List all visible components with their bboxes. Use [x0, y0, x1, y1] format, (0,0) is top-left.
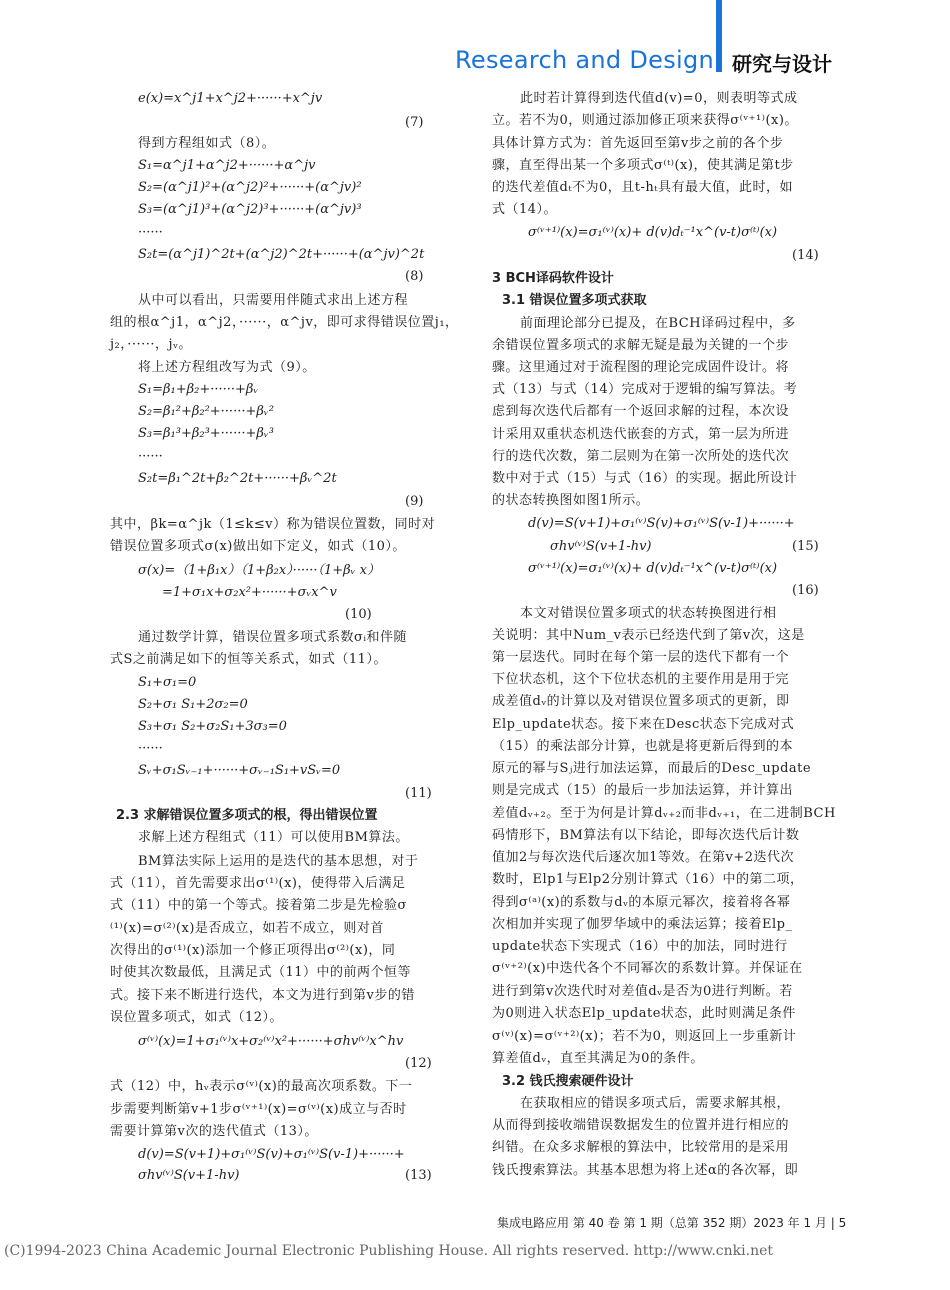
paragraph-line: 骤。这里通过对于流程图的理论完成固件设计。将 — [492, 360, 790, 375]
paragraph-line: 下位状态机，这个下位状态机的主要作用是用于完 — [492, 672, 790, 687]
paragraph-line: 时使其次数最低，且满足式（11）中的前两个恒等 — [110, 965, 412, 980]
paragraph-line: 立。若不为0，则通过添加修正项来获得σ⁽ᵛ⁺¹⁾(x)。 — [492, 113, 798, 128]
paragraph-line: σ⁽ᵛ⁺²⁾(x)中迭代各个不同幂次的系数计算。并保证在 — [492, 961, 803, 976]
paragraph-line: BM算法实际上运用的是迭代的基本思想，对于 — [138, 854, 419, 869]
paragraph-line: 的迭代差值dₜ不为0，且t-hₜ具有最大值，此时，如 — [492, 180, 793, 195]
paragraph-line: 第一层迭代。同时在每个第一层的迭代下都有一个 — [492, 650, 790, 665]
header-title-en: Research and Design — [455, 46, 715, 74]
section-heading-3-1: 3.1 错误位置多项式获取 — [502, 293, 647, 308]
paragraph-line: 从中可以看出，只需要用伴随式求出上述方程 — [138, 293, 409, 308]
ellipsis: ······ — [138, 741, 163, 756]
equation-number: (8) — [405, 269, 424, 284]
equation-line: S₂+σ₁ S₁+2σ₂=0 — [138, 697, 248, 712]
paragraph-line: 本文对错误位置多项式的状态转换图进行相 — [520, 606, 777, 621]
equation-line: S₂=(α^j1)²+(α^j2)²+······+(α^jv)² — [138, 180, 362, 195]
section-heading-3-2: 3.2 钱氏搜索硬件设计 — [502, 1074, 634, 1089]
paragraph-line: 错误位置多项式σ(x)做出如下定义，如式（10）。 — [110, 539, 406, 554]
paragraph-line: 得到方程组如式（8）。 — [138, 136, 276, 151]
paragraph-line: 步需要判断第v+1步σ⁽ᵛ⁺¹⁾(x)=σ⁽ᵛ⁾(x)成立与否时 — [110, 1102, 407, 1117]
equation-15-line1: d(v)=S(v+1)+σ₁⁽ᵛ⁾S(v)+σ₁⁽ᵛ⁾S(v-1)+······+ — [528, 516, 795, 531]
equation-number: (10) — [345, 607, 372, 622]
paragraph-line: 值加2与每次迭代后逐次加1等效。在第v+2迭代次 — [492, 850, 795, 865]
equation-line: S₁=α^j1+α^j2+······+α^jv — [138, 158, 316, 173]
equation-line: S₂=β₁²+β₂²+······+βᵥ² — [138, 404, 274, 419]
paragraph-line: 式。接下来不断进行迭代，本文为进行到第v步的错 — [110, 988, 415, 1003]
paragraph-line: 式（11），首先需要求出σ⁽¹⁾(x)，使得带入后满足 — [110, 876, 406, 891]
paragraph-line: 通过数学计算，错误位置多项式系数σᵢ和伴随 — [138, 630, 407, 645]
paragraph-line: 行的迭代次数，第二层则为在第一次所处的迭代次 — [492, 449, 790, 464]
equation-10-line1: σ(x)=（1+β₁x）（1+β₂x）······（1+βᵥ x） — [138, 563, 380, 578]
paragraph-line: 计采用双重状态机迭代嵌套的方式，第一层为所进 — [492, 427, 790, 442]
ellipsis: ······ — [138, 225, 163, 240]
section-heading-3: 3 BCH译码软件设计 — [492, 271, 614, 286]
paragraph-line: 误位置多项式，如式（12）。 — [110, 1010, 284, 1025]
paragraph-line: 次相加并实现了伽罗华域中的乘法运算；接着Elp_ — [492, 917, 793, 932]
equation-number: (9) — [405, 494, 424, 509]
journal-footer: 集成电路应用 第 40 卷 第 1 期（总第 352 期）2023 年 1 月 | 5 — [497, 1216, 847, 1230]
paragraph-line: 前面理论部分已提及，在BCH译码过程中，多 — [520, 316, 796, 331]
paragraph-line: update状态下实现式（16）中的加法，同时进行 — [492, 939, 788, 954]
paragraph-line: 从而得到接收端错误数据发生的位置并进行相应的 — [492, 1118, 790, 1133]
paragraph-line: 式（13）与式（14）完成对于逻辑的编写算法。考 — [492, 382, 798, 397]
equation-line: S₂t=(α^j1)^2t+(α^j2)^2t+······+(α^jv)^2t — [138, 247, 425, 262]
equation-line: S₁+σ₁=0 — [138, 675, 197, 690]
paragraph-line: 式S之前满足如下的恒等关系式，如式（11）。 — [110, 652, 387, 667]
paragraph-line: 纠错。在众多求解根的算法中，比较常用的是采用 — [492, 1140, 790, 1155]
paragraph-line: 钱氏搜索算法。其基本思想为将上述α的各次幂，即 — [492, 1163, 799, 1178]
equation-10-line2: =1+σ₁x+σ₂x²+······+σᵥx^v — [162, 585, 337, 600]
paragraph-line: 码情形下，BM算法有以下结论，即每次迭代后计数 — [492, 828, 800, 843]
equation-13-line2: σhv⁽ᵛ⁾S(v+1-hv) — [138, 1168, 240, 1183]
equation-number: (16) — [792, 583, 819, 598]
section-heading-2-3: 2.3 求解错误位置多项式的根，得出错误位置 — [116, 808, 378, 823]
equation-15-line2: σhv⁽ᵛ⁾S(v+1-hv) — [550, 539, 652, 554]
equation-number: (13) — [405, 1168, 432, 1183]
paragraph-line: 式（11）中的第一个等式。接着第二步是先检验σ — [110, 898, 407, 913]
paragraph-line: （15）的乘法部分计算，也就是将更新后得到的本 — [492, 739, 794, 754]
ellipsis: ······ — [138, 449, 163, 464]
paragraph-line: 关说明：其中Num_v表示已经迭代到了第v次，这是 — [492, 628, 805, 643]
equation-number: (15) — [792, 539, 819, 554]
paragraph-line: 原元的幂与Sⱼ进行加法运算，而最后的Desc_update — [492, 761, 812, 776]
equation-14: σ⁽ᵛ⁺¹⁾(x)=σ₁⁽ᵛ⁾(x)+ d(v)dₜ⁻¹x^(v-t)σ⁽ᵗ⁾(x) — [528, 225, 778, 240]
paragraph-line: 为0则进入状态Elp_update状态，此时则满足条件 — [492, 1006, 796, 1021]
paragraph-line: 差值dᵥ₊₂。至于为何是计算dᵥ₊₂而非dᵥ₊₁，在二进制BCH — [492, 806, 836, 821]
equation-line: S₃=(α^j1)³+(α^j2)³+······+(α^jv)³ — [138, 202, 362, 217]
paragraph-line: 的状态转换图如图1所示。 — [492, 493, 650, 508]
paragraph-line: 次得出的σ⁽¹⁾(x)添加一个修正项得出σ⁽²⁾(x)，同 — [110, 943, 396, 958]
equation-13-line1: d(v)=S(v+1)+σ₁⁽ᵛ⁾S(v)+σ₁⁽ᵛ⁾S(v-1)+······+ — [138, 1147, 405, 1162]
paragraph-line: 需要计算第v次的迭代值式（13）。 — [110, 1124, 318, 1139]
equation-line: S₁=β₁+β₂+······+βᵥ — [138, 382, 259, 397]
paragraph-line: 数中对于式（15）与式（16）的实现。据此所设计 — [492, 471, 798, 486]
header-title-cn: 研究与设计 — [732, 52, 832, 76]
paragraph-line: 此时若计算得到迭代值d(v)=0，则表明等式成 — [520, 91, 798, 106]
equation-16: σ⁽ᵛ⁺¹⁾(x)=σ₁⁽ᵛ⁾(x)+ d(v)dₜ⁻¹x^(v-t)σ⁽ᵗ⁾(x) — [528, 561, 778, 576]
equation-line: S₂t=β₁^2t+β₂^2t+······+βᵥ^2t — [138, 471, 337, 486]
equation-number: (14) — [792, 248, 819, 263]
paragraph-line: 式（14）。 — [492, 202, 558, 217]
paragraph-line: 将上述方程组改写为式（9）。 — [138, 360, 316, 375]
paragraph-line: 式（12）中，hᵥ表示σ⁽ᵛ⁾(x)的最高次项系数。下一 — [110, 1079, 413, 1094]
copyright-notice: (C)1994-2023 China Academic Journal Electronic Publishing House. All rights reserved. http://www.cnki.net — [4, 1243, 774, 1259]
equation-7: e(x)=x^j1+x^j2+······+x^jv — [138, 91, 323, 106]
equation-line: S₃+σ₁ S₂+σ₂S₁+3σ₃=0 — [138, 719, 287, 734]
header-accent-bar — [716, 0, 722, 72]
paragraph-line: σ⁽ᵛ⁾(x)=σ⁽ᵛ⁺²⁾(x)；若不为0，则返回上一步重新计 — [492, 1029, 797, 1044]
paragraph-line: j₂，······，jᵥ。 — [110, 337, 192, 352]
paragraph-line: 具体计算方式为：首先返回至第v步之前的各个步 — [492, 136, 784, 151]
paragraph-line: 算差值dᵥ，直至其满足为0的条件。 — [492, 1051, 704, 1066]
paragraph-line: 成差值dᵥ的计算以及对错误位置多项式的更新，即 — [492, 694, 790, 709]
paragraph-line: ⁽¹⁾(x)=σ⁽²⁾(x)是否成立，如若不成立，则对首 — [110, 921, 384, 936]
paragraph-line: 则是完成式（15）的最后一步加法运算，并计算出 — [492, 783, 794, 798]
paragraph-line: 得到σ⁽ᵃ⁾(x)的系数与dᵥ的本原元幂次，接着将各幂 — [492, 895, 791, 910]
paragraph-line: 组的根α^j1，α^j2，······，α^jv，即可求得错误位置j₁， — [110, 315, 459, 330]
paragraph-line: 求解上述方程组式（11）可以使用BM算法。 — [138, 830, 409, 845]
equation-line: S₃=β₁³+β₂³+······+βᵥ³ — [138, 426, 274, 441]
paragraph-line: 数时，Elp1与Elp2分别计算式（16）中的第二项， — [492, 872, 804, 887]
paragraph-line: 骤，直至得出某一个多项式σ⁽ᵗ⁾(x)，使其满足第t步 — [492, 158, 794, 173]
equation-number: (12) — [405, 1056, 432, 1071]
equation-number: (7) — [405, 115, 424, 130]
paragraph-line: 在获取相应的错误多项式后，需要求解其根， — [520, 1096, 791, 1111]
paragraph-line: 进行到第v次迭代时对差值dᵥ是否为0进行判断。若 — [492, 984, 793, 999]
paragraph-line: 虑到每次迭代后都有一个返回求解的过程，本次设 — [492, 404, 790, 419]
equation-line: Sᵥ+σ₁Sᵥ₋₁+······+σᵥ₋₁S₁+vSᵥ=0 — [138, 763, 341, 778]
paragraph-line: Elp_update状态。接下来在Desc状态下完成对式 — [492, 717, 795, 732]
paragraph-line: 其中，βk=α^jk（1≤k≤v）称为错误位置数，同时对 — [110, 517, 436, 532]
paragraph-line: 余错误位置多项式的求解无疑是最为关键的一个步 — [492, 338, 790, 353]
equation-number: (11) — [405, 786, 432, 801]
equation-12: σ⁽ᵛ⁾(x)=1+σ₁⁽ᵛ⁾x+σ₂⁽ᵛ⁾x²+······+σhv⁽ᵛ⁾x^hv — [138, 1034, 404, 1049]
